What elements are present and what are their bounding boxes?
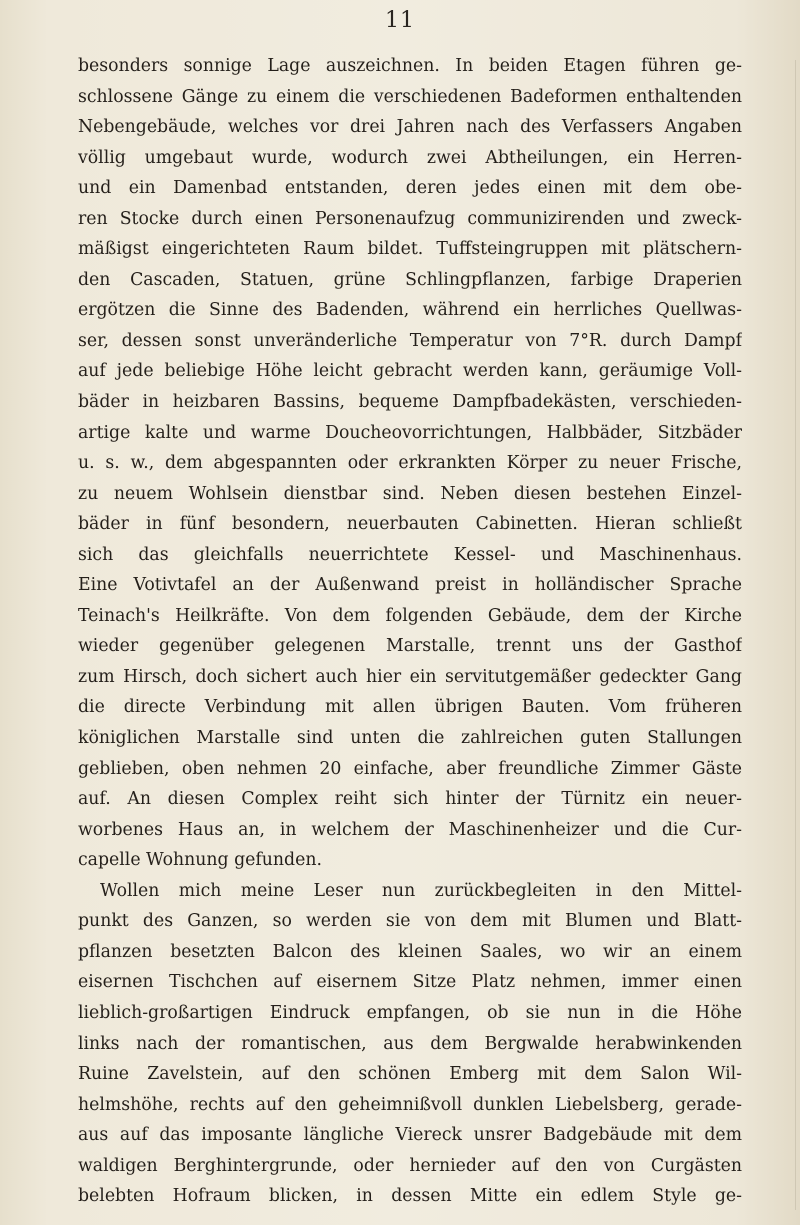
text-line: capelle Wohnung gefunden. (78, 850, 322, 871)
text-line: zu neuem Wohlsein dienstbar sind. Neben diesen bestehen Einzel- (78, 483, 742, 504)
text-line: sich das gleichfalls neuerrichtete Kessel- und Maschinenhaus. (78, 544, 742, 565)
text-line: aus auf das imposante längliche Viereck unsrer Badgebäude mit dem (78, 1125, 742, 1146)
text-line: den Cascaden, Statuen, grüne Schlingpflanzen, farbige Draperien (78, 269, 742, 290)
text-line: lieblich-großartigen Eindruck empfangen, ob sie nun in die Höhe (78, 1002, 742, 1023)
text-line: auf. An diesen Complex reiht sich hinter der Türnitz ein neuer- (78, 789, 742, 810)
text-line: artige kalte und warme Doucheovorrichtungen, Halbbäder, Sitzbäder (78, 422, 742, 443)
page-edge-divider (795, 60, 796, 1210)
text-line: schlossene Gänge zu einem die verschiedenen Badeformen enthaltenden (78, 86, 742, 107)
text-line: zum Hirsch, doch sichert auch hier ein servitutgemäßer gedeckter Gang (78, 666, 742, 687)
text-line: und ein Damenbad entstanden, deren jedes einen mit dem obe- (78, 178, 742, 199)
text-line: bäder in heizbaren Bassins, bequeme Dampfbadekästen, verschieden- (78, 392, 742, 413)
text-line: u. s. w., dem abgespannten oder erkrankten Körper zu neuer Frische, (78, 453, 742, 474)
text-line: wieder gegenüber gelegenen Marstalle, trennt uns der Gasthof (78, 636, 742, 657)
text-line: auf jede beliebige Höhe leicht gebracht werden kann, geräumige Voll- (78, 361, 742, 382)
text-line: Teinach's Heilkräfte. Von dem folgenden Gebäude, dem der Kirche (78, 605, 742, 626)
text-line: bäder in fünf besondern, neuerbauten Cabinetten. Hieran schließt (78, 514, 742, 535)
text-line: die directe Verbindung mit allen übrigen Bauten. Vom früheren (78, 697, 742, 718)
text-line: völlig umgebaut wurde, wodurch zwei Abtheilungen, ein Herren- (78, 147, 742, 168)
text-line: helmshöhe, rechts auf den geheimnißvoll dunklen Liebelsberg, gerade- (78, 1094, 742, 1115)
text-line: worbenes Haus an, in welchem der Maschinenheizer und die Cur- (78, 819, 742, 840)
text-line: Eine Votivtafel an der Außenwand preist in holländischer Sprache (78, 575, 742, 596)
text-line: ser, dessen sonst unveränderliche Temperatur von 7°R. durch Dampf (78, 330, 742, 351)
body-text (78, 51, 742, 1212)
text-line: ergötzen die Sinne des Badenden, während ein herrliches Quellwas- (78, 300, 742, 321)
text-line: ren Stocke durch einen Personenaufzug communizirenden und zweck- (78, 208, 742, 229)
text-line: königlichen Marstalle sind unten die zahlreichen guten Stallungen (78, 728, 742, 749)
text-line: eisernen Tischchen auf eisernem Sitze Platz nehmen, immer einen (78, 972, 742, 993)
text-line: punkt des Ganzen, so werden sie von dem mit Blumen und Blatt- (78, 911, 742, 932)
text-line: waldigen Berghintergrunde, oder hernieder auf den von Curgästen (78, 1155, 742, 1176)
text-line: pflanzen besetzten Balcon des kleinen Saales, wo wir an einem (78, 941, 742, 962)
text-line: mäßigst eingerichteten Raum bildet. Tuffsteingruppen mit plätschern- (78, 239, 742, 260)
text-line: links nach der romantischen, aus dem Bergwalde herabwinkenden (78, 1033, 742, 1054)
text-line: geblieben, oben nehmen 20 einfache, aber freundliche Zimmer Gäste (78, 758, 742, 779)
text-line: Nebengebäude, welches vor drei Jahren nach des Verfassers Angaben (78, 117, 742, 138)
text-line: belebten Hofraum blicken, in dessen Mitte ein edlem Style ge- (78, 1186, 742, 1207)
text-line: Wollen mich meine Leser nun zurückbegleiten in den Mittel- (100, 880, 742, 901)
text-line: Ruine Zavelstein, auf den schönen Emberg mit dem Salon Wil- (78, 1064, 742, 1085)
text-line: besonders sonnige Lage auszeichnen. In beiden Etagen führen ge- (78, 56, 742, 76)
page-number: 11 (385, 8, 415, 33)
